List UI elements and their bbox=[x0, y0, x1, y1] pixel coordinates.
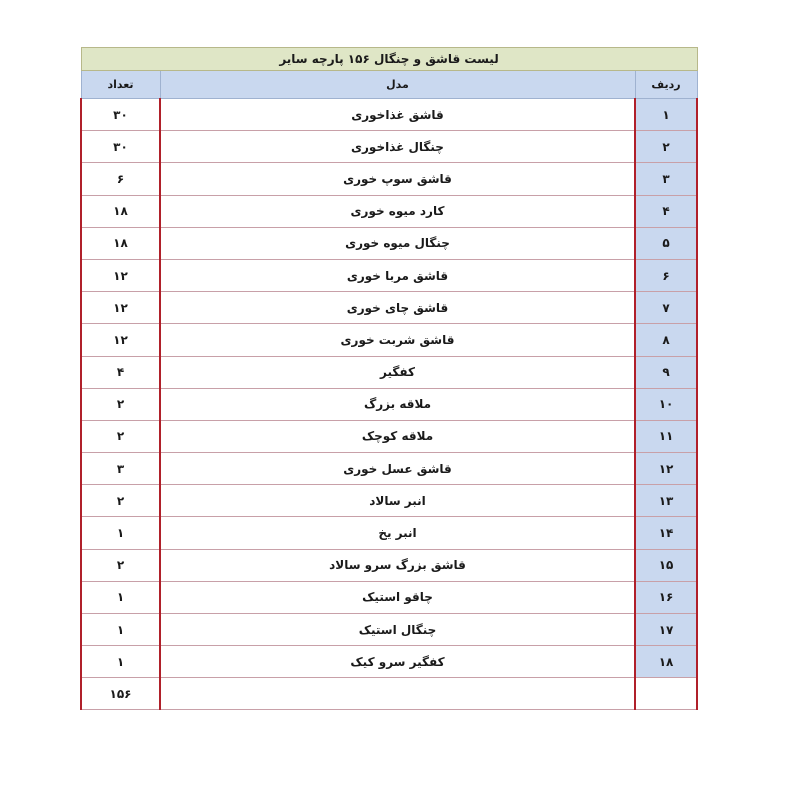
cell-model: قاشق مربا خوری bbox=[160, 259, 635, 291]
cell-count: ۲ bbox=[81, 485, 160, 517]
table-title: لیست قاشق و چنگال ۱۵۶ پارچه سایر bbox=[81, 48, 697, 71]
cell-model: کفگیر سرو کیک bbox=[160, 646, 635, 678]
table-row bbox=[81, 356, 697, 388]
cell-model: کارد میوه خوری bbox=[160, 195, 635, 227]
cell-model: چنگال استیک bbox=[160, 614, 635, 646]
cell-row-number: ۶ bbox=[635, 259, 697, 291]
table-row bbox=[81, 131, 697, 163]
cell-count: ۱۲ bbox=[81, 324, 160, 356]
table-total-row bbox=[81, 678, 697, 710]
cell-row-number: ۸ bbox=[635, 324, 697, 356]
table-row bbox=[81, 485, 697, 517]
table-row bbox=[81, 227, 697, 259]
cell-count: ۱۸ bbox=[81, 195, 160, 227]
table-row bbox=[81, 292, 697, 324]
cell-count: ۱۸ bbox=[81, 227, 160, 259]
cell-row-number: ۹ bbox=[635, 356, 697, 388]
header-count: تعداد bbox=[81, 71, 160, 99]
cell-model: چاقو استیک bbox=[160, 581, 635, 613]
cell-row-number: ۱۲ bbox=[635, 453, 697, 485]
cell-model: ملاقه کوچک bbox=[160, 420, 635, 452]
table-row bbox=[81, 420, 697, 452]
cell-model: چنگال میوه خوری bbox=[160, 227, 635, 259]
cell-row-number: ۲ bbox=[635, 131, 697, 163]
table-row bbox=[81, 549, 697, 581]
table-title-row bbox=[81, 48, 697, 71]
cell-row-number: ۱۷ bbox=[635, 614, 697, 646]
cell-count: ۲ bbox=[81, 420, 160, 452]
table-row bbox=[81, 163, 697, 195]
table-row bbox=[81, 324, 697, 356]
total-empty-row bbox=[635, 678, 697, 710]
cell-row-number: ۱۳ bbox=[635, 485, 697, 517]
table-row bbox=[81, 517, 697, 549]
cell-row-number: ۱۴ bbox=[635, 517, 697, 549]
cell-count: ۱۲ bbox=[81, 259, 160, 291]
cell-model: قاشق بزرگ سرو سالاد bbox=[160, 549, 635, 581]
cell-model: قاشق چای خوری bbox=[160, 292, 635, 324]
cell-row-number: ۵ bbox=[635, 227, 697, 259]
table-row bbox=[81, 581, 697, 613]
table-row bbox=[81, 99, 697, 131]
cell-count: ۱ bbox=[81, 614, 160, 646]
cell-model: قاشق غذاخوری bbox=[160, 99, 635, 131]
table-row bbox=[81, 646, 697, 678]
cell-count: ۱ bbox=[81, 646, 160, 678]
cell-row-number: ۳ bbox=[635, 163, 697, 195]
cell-row-number: ۱۶ bbox=[635, 581, 697, 613]
cell-row-number: ۱۱ bbox=[635, 420, 697, 452]
cell-model: قاشق شربت خوری bbox=[160, 324, 635, 356]
cell-count: ۲ bbox=[81, 549, 160, 581]
cell-count: ۱ bbox=[81, 517, 160, 549]
cell-model: کفگیر bbox=[160, 356, 635, 388]
cell-row-number: ۱۸ bbox=[635, 646, 697, 678]
table-row bbox=[81, 259, 697, 291]
table-row bbox=[81, 388, 697, 420]
table-row bbox=[81, 195, 697, 227]
cell-count: ۱۲ bbox=[81, 292, 160, 324]
table-row bbox=[81, 614, 697, 646]
cell-model: چنگال غذاخوری bbox=[160, 131, 635, 163]
cell-model: انبر یخ bbox=[160, 517, 635, 549]
header-row-number: ردیف bbox=[635, 71, 697, 99]
header-model: مدل bbox=[160, 71, 635, 99]
total-empty-model bbox=[160, 678, 635, 710]
cell-model: قاشق سوپ خوری bbox=[160, 163, 635, 195]
cell-row-number: ۱۵ bbox=[635, 549, 697, 581]
cell-row-number: ۷ bbox=[635, 292, 697, 324]
cell-model: ملاقه بزرگ bbox=[160, 388, 635, 420]
cell-count: ۳۰ bbox=[81, 99, 160, 131]
cell-row-number: ۱ bbox=[635, 99, 697, 131]
table-row bbox=[81, 453, 697, 485]
cell-count: ۱ bbox=[81, 581, 160, 613]
cutlery-list-table bbox=[80, 47, 698, 710]
cell-count: ۳۰ bbox=[81, 131, 160, 163]
cell-count: ۲ bbox=[81, 388, 160, 420]
cell-row-number: ۱۰ bbox=[635, 388, 697, 420]
table-header-row bbox=[81, 71, 697, 99]
cell-row-number: ۴ bbox=[635, 195, 697, 227]
total-count: ۱۵۶ bbox=[81, 678, 160, 710]
cell-model: انبر سالاد bbox=[160, 485, 635, 517]
cell-model: قاشق عسل خوری bbox=[160, 453, 635, 485]
cell-count: ۳ bbox=[81, 453, 160, 485]
cell-count: ۶ bbox=[81, 163, 160, 195]
cell-count: ۴ bbox=[81, 356, 160, 388]
